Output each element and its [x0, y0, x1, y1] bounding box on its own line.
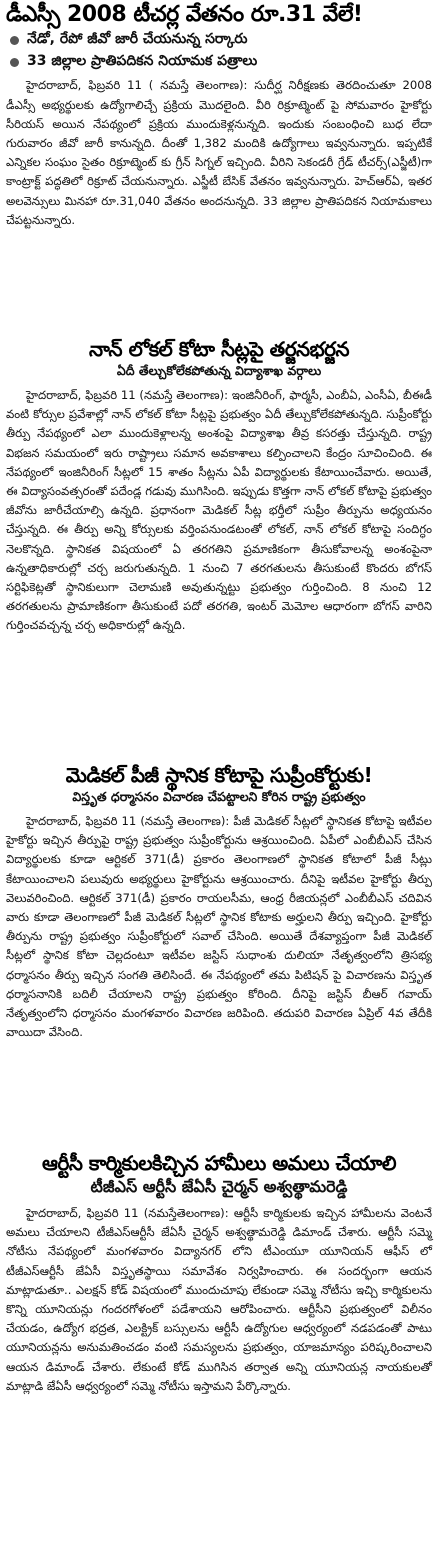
headline: మెడికల్ పీజీ స్థానిక కోటాపై సుప్రీంకోర్టుకు! — [65, 763, 373, 787]
article-medical-pg-quota — [0, 760, 438, 1142]
article-body: హైదరాబాద్, ఫిబ్రవరి 11 (నమస్తేతెలంగాణ): ఆర్టీసీ కార్మికులకు ఇచ్చిన హామీలను వెంటనే అమలు చేయాలని టీజీఎస్ఆర్టీసీ జేఏసీ చైర్మన్ అశ్వత్థామరెడ్డి డిమాండ్ చేశారు. ఆర్టీసీ సమ్మె నోటీసు నేపథ్యంలో మంగళవారం విద్యానగర్ లోని టీఎంయూ యూనియన్ ఆఫీస్ లో టీజీఎస్ఆర్టీసీ జేఏసీ విస్తృతస్థాయి సమావేశం నిర్వహించారు. ఈ సందర్భంగా ఆయన మాట్లాడుతూ.. ఎలక్షన్ కోడ్ విషయంలో ముందుచూపు లేకుండా సమ్మె నోటీసు ఇచ్చి కార్మికులను కొన్ని యూనియన్లు గందరగోళంలో పడేశాయని ఆరోపించారు. ఆర్టీసీని ప్రభుత్వంలో విలీనం చేయడం, ఉద్యోగ భద్రత, ఎలక్ట్రిక్ బస్సులను ఆర్టీసీ ఉద్యోగుల ఆధ్వర్యంలో నడపడంతో పాటు యూనియన్లను అనుమతించడం వంటి సమస్యలను ప్రభుత్వం, యాజమాన్యం పరిష్కరించాలని ఆయన డిమాండ్ చేశారు. లేకుంటే కోడ్ ముగిసిన తర్వాత అన్ని యూనియన్ల నాయకులతో మాట్లాడి జేఏసీ ఆధ్వర్యంలో సమ్మె నోటీసు ఇస్తామని పేర్కొన్నారు. — [6, 1206, 432, 1393]
bullet-icon — [10, 36, 19, 45]
article-rtc-workers — [0, 1146, 438, 1552]
headline: డీఎస్సీ 2008 టీచర్ల వేతనం రూ.31 వేలే! — [6, 2, 363, 27]
bullet-icon — [10, 58, 19, 67]
subheadline: ఏదీ తేల్చుకోలేకపోతున్న విద్యాశాఖ వర్గాలు — [116, 363, 322, 378]
headline: నాన్ లోకల్ కోటా సీట్లపై తర్జనభర్జన — [89, 337, 349, 361]
article-body: హైదరాబాద్, ఫిబ్రవరి 11 (నమస్తే తెలంగాణ): పీజీ మెడికల్ సీట్లలో స్థానికత కోటాపై ఇటీవల హైకోర్టు ఇచ్చిన తీర్పుపై రాష్ట్ర ప్రభుత్వం సుప్రీంకోర్టును ఆశ్రయించింది. ఏపీలో ఎంబీబీఎస్ చేసిన విద్యార్థులకు కూడా ఆర్టికల్ 371(డీ) ప్రకారం తెలంగాణలో స్థానికత కోటాలో పీజీ సీట్లు కేటాయించాలని పలువురు అభ్యర్థులు హైకోర్టును ఆశ్రయించారు. దీనిపై ఇటీవల హైకోర్టు తీర్పు వెలువరించింది. ఆర్టికల్ 371(డీ) ప్రకారం రాయలసీమ, ఆంధ్ర రీజియన్లలో ఎంబీబీఎస్ చదివిన వారు కూడా తెలంగాణలో పీజీ మెడికల్ సీట్లలో స్థానిక కోటాకు అర్హులని తీర్పు ఇచ్చింది. హైకోర్టు తీర్పును రాష్ట్ర ప్రభుత్వం సుప్రీంకోర్టులో సవాల్ చేసింది. అయితే దేశవ్యాప్తంగా పీజీ మెడికల్ సీట్లలో స్థానిక కోటా చెల్లదంటూ ఇటీవల జస్టిస్ సుధాంశు దులియా నేతృత్వంలోని త్రిసభ్య ధర్మాసనం తీర్పు ఇచ్చిన సంగతి తెలిసిందే. ఈ నేపథ్యంలో తమ పిటిషన్ పై విచారణను విస్తృత ధర్మాసనానికి బదిలీ చేయాలని రాష్ట్ర ప్రభుత్వం కోరింది. దీనిపై జస్టిస్ బీఆర్ గవాయ్ నేతృత్వంలోని ధర్మాసనం మంగళవారం విచారణ జరిపింది. తదుపరి విచారణ ఏప్రిల్ 4వ తేదీకి వాయిదా వేసింది. — [6, 814, 432, 1040]
bullet-text: 33 జిల్లాల ప్రాతిపదికన నియామక పత్రాలు — [27, 53, 258, 70]
bullet-item — [6, 53, 432, 72]
headline: ఆర్టీసీ కార్మికులకిచ్చిన హామీలు అమలు చేయాలి — [42, 1151, 396, 1175]
bullet-text: నేడో, రేపో జీవో జారీ చేయనున్న సర్కారు — [27, 31, 248, 48]
article-body: హైదరాబాద్, ఫిబ్రవరి 11 ( నమస్తే తెలంగాణ): సుదీర్ఘ నిరీక్షణకు తెరదించుతూ 2008 డీఎస్సీ అభ్యర్థులకు ఉద్యోగాలిచ్చే ప్రక్రియ మొదలైంది. వీరి రిక్రూట్మెంట్ పై సోమవారం హైకోర్టు సీరియస్ అయిన నేపథ్యంలో ప్రక్రియ ముందుకెళ్లనున్నది. ఇందుకు సంబంధించి బుధ లేదా గురువారం జీవో జారీ కానున్నది. దీంతో 1,382 మందికి ఉద్యోగాలు ఇవ్వనున్నారు. ఇప్పటికే ఎన్నికల సంఘం సైతం రిక్రూట్మెంట్ కు గ్రీన్ సిగ్నల్ ఇచ్చింది. వీరిని సెకండరీ గ్రేడ్ టీచర్స్(ఎస్జీటీ)గా కాంట్రాక్ట్ పద్ధతిలో రిక్రూట్ చేయనున్నారు. ఎస్జీటీ బేసిక్ వేతనం ఇవ్వనున్నారు. హెచ్ఆర్ఏ, ఇతర అలవెన్సులు మినహా రూ.31,040 వేతనం అందనున్నది. 33 జిల్లాల ప్రాతిపదికన నియామకాలు చేపట్టనున్నారు. — [6, 78, 432, 227]
article-body: హైదరాబాద్, ఫిబ్రవరి 11 (నమస్తే తెలంగాణ): ఇంజినీరింగ్, ఫార్మసీ, ఎంబీఏ, ఎంసీఏ, బీఈడీ వంటి కోర్సుల ప్రవేశాల్లో నాన్ లోకల్ కోటా సీట్లపై ప్రభుత్వం ఏదీ తేల్చుకోలేకపోతున్నది. సుప్రీంకోర్టు తీర్పు నేపథ్యంలో ఎలా ముందుకెళ్లాలన్న అంశంపై విద్యాశాఖ తీవ్ర కసరత్తు చేస్తున్నది. రాష్ట్ర విభజన సమయంలో ఇరు రాష్ట్రాలు సమాన అవకాశాలు కల్పించాలని కేంద్రం సూచించింది. ఈ నేపథ్యంలో ఇంజినీరింగ్ సీట్లలో 15 శాతం సీట్లను ఏపీ విద్యార్థులకు కేటాయించేవారు. అయితే, ఈ విద్యాసంవత్సరంతో పదేండ్ల గడువు ముగిసింది. ఇప్పుడు కొత్తగా నాన్ లోకల్ కోటాపై ప్రభుత్వం జీవోను జారీచేయాల్సి ఉన్నది. ప్రధానంగా మెడికల్ సీట్ల భర్తీలో సుప్రీం తీర్పును అధ్యయనం చేస్తున్నది. ఈ తీర్పు అన్ని కోర్సులకు వర్తింపనుండటంతో లోకల్, నాన్ లోకల్ కోటాపై సందిగ్ధం నెలకొన్నది. స్థానికత విషయంలో ఏ తరగతిని ప్రమాణికంగా తీసుకోవాలన్న అంశంపైనా ఉన్నతాధికారుల్లో చర్చ జరుగుతున్నది. 1 నుంచి 7 తరగతులను తీసుకుంటే కొందరు బోగస్ సర్టిఫికెట్లతో స్థానికులుగా చెలామణి అవుతున్నట్టు ప్రభుత్వం గుర్తించింది. 8 నుంచి 12 తరగతులను ప్రామాణికంగా తీసుకుంటే పదో తరగతి, ఇంటర్ మెమోల ఆధారంగా బోగస్ వారిని గుర్తించవచ్చన్న చర్చ అధికారుల్లో ఉన్నది. — [6, 388, 432, 633]
subheadline: విస్తృత ధర్మాసనం విచారణ చేపట్టాలని కోరిన రాష్ట్ర ప్రభుత్వం — [72, 789, 366, 804]
article-dsc-2008-teachers — [0, 0, 438, 328]
bullet-list — [0, 31, 438, 72]
subheadline: టీజీఎస్ ఆర్టీసీ జేఏసీ చైర్మన్ అశ్వత్థామరెడ్డి — [90, 1177, 348, 1196]
bullet-item — [6, 31, 432, 50]
article-non-local-quota — [0, 330, 438, 755]
